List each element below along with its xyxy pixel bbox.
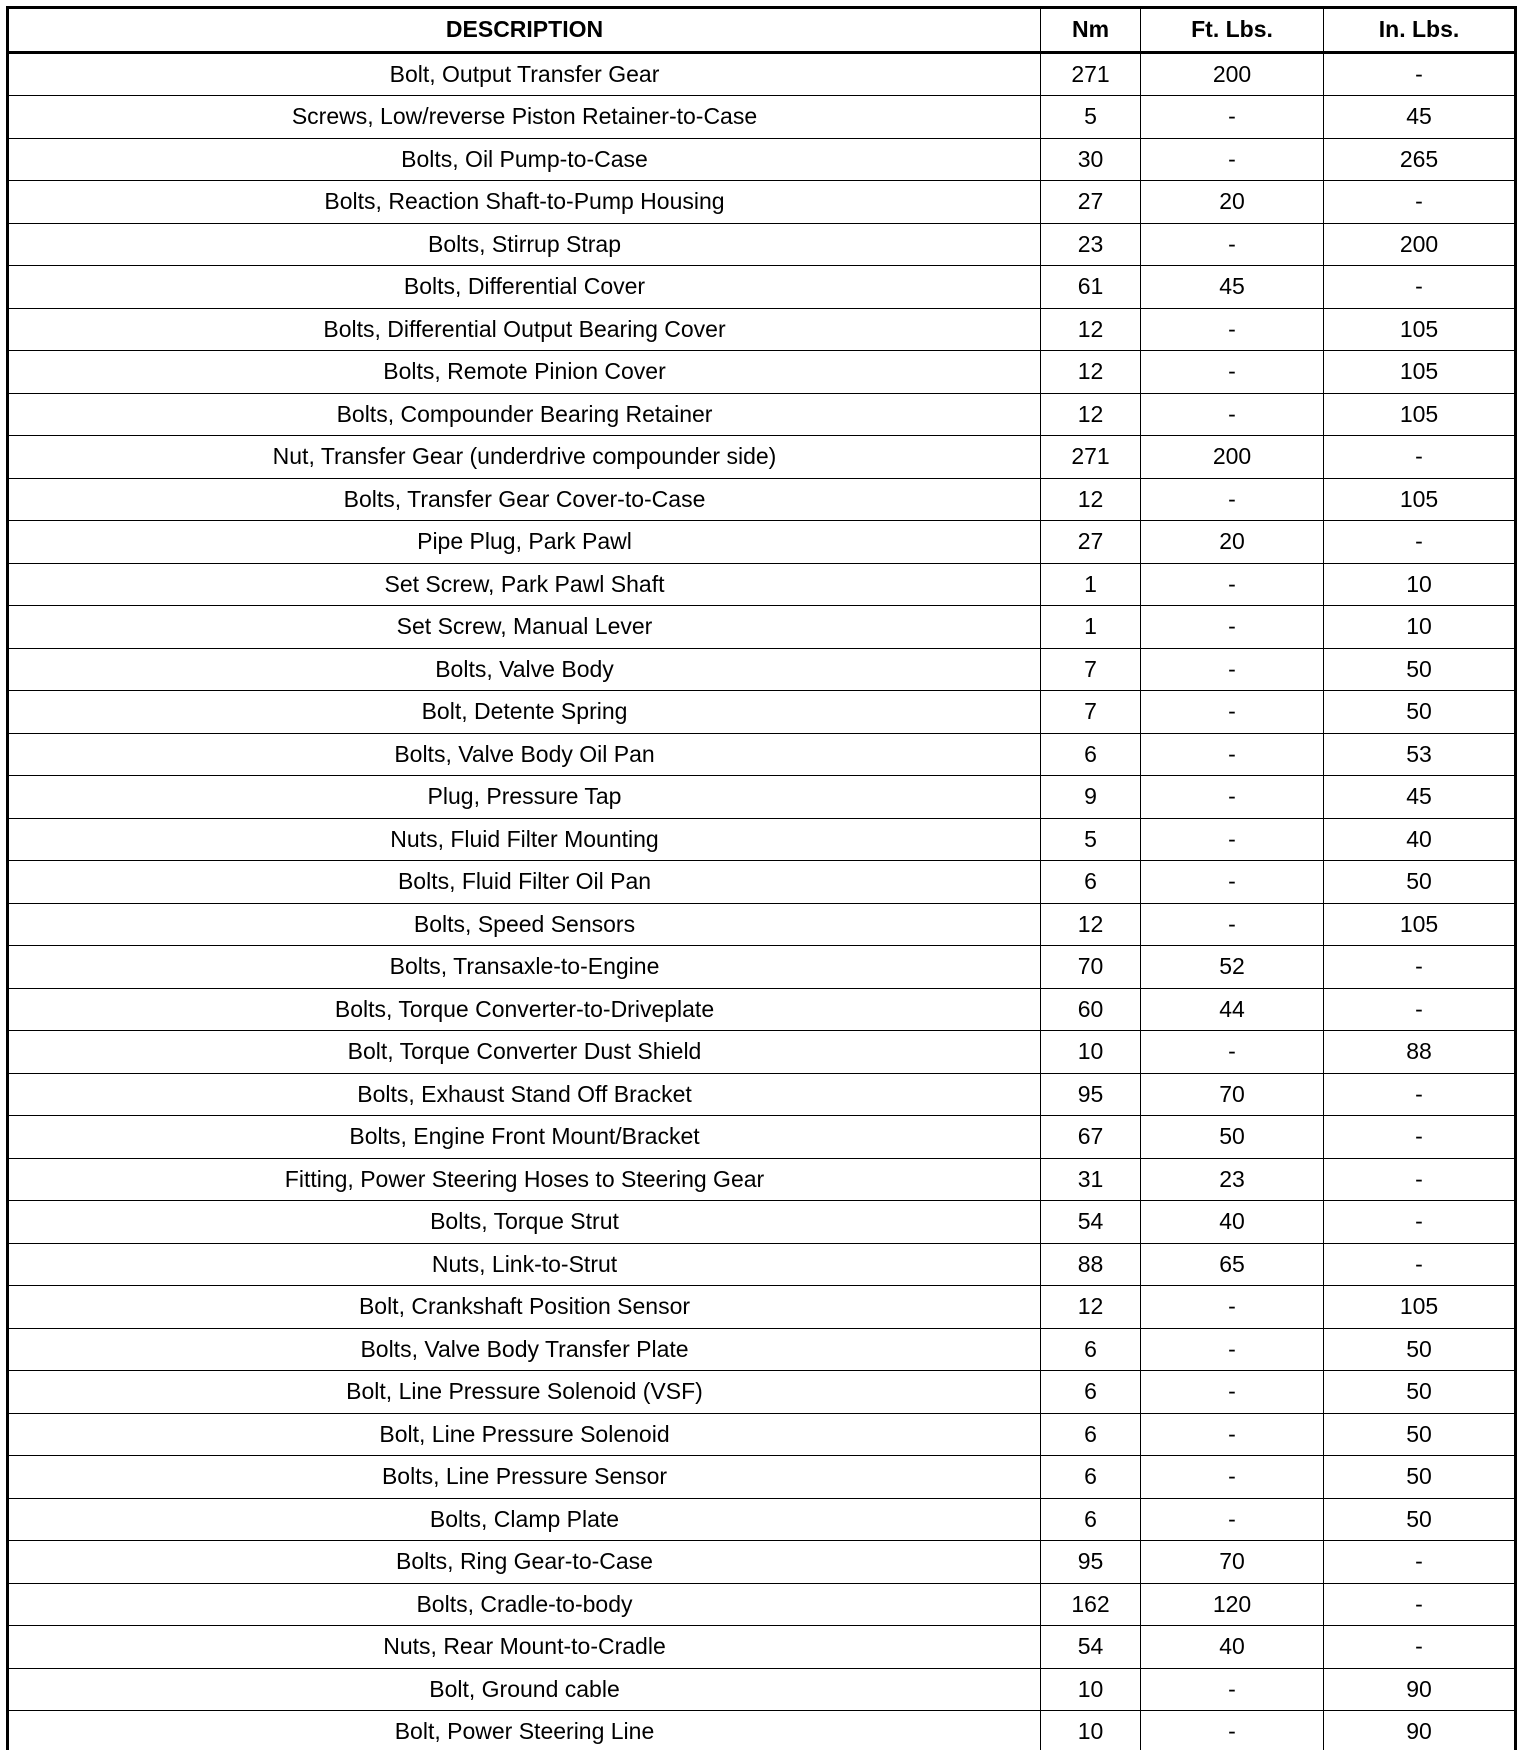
table-row <box>8 351 1516 394</box>
cell-nm: 271 <box>1041 52 1141 96</box>
cell-description: Set Screw, Manual Lever <box>8 606 1041 649</box>
cell-nm: 12 <box>1041 903 1141 946</box>
cell-in-lbs: 50 <box>1324 1498 1516 1541</box>
cell-nm: 10 <box>1041 1711 1141 1750</box>
cell-nm: 23 <box>1041 223 1141 266</box>
cell-description: Bolts, Valve Body Transfer Plate <box>8 1328 1041 1371</box>
table-row <box>8 1583 1516 1626</box>
cell-ft-lbs: 40 <box>1141 1626 1324 1669</box>
cell-in-lbs: - <box>1324 1201 1516 1244</box>
table-row <box>8 478 1516 521</box>
cell-ft-lbs: - <box>1141 1328 1324 1371</box>
table-row <box>8 1413 1516 1456</box>
cell-ft-lbs: - <box>1141 1031 1324 1074</box>
cell-description: Bolt, Crankshaft Position Sensor <box>8 1286 1041 1329</box>
cell-nm: 60 <box>1041 988 1141 1031</box>
cell-ft-lbs: - <box>1141 606 1324 649</box>
cell-in-lbs: 90 <box>1324 1668 1516 1711</box>
cell-nm: 5 <box>1041 818 1141 861</box>
cell-ft-lbs: - <box>1141 691 1324 734</box>
cell-description: Bolts, Oil Pump-to-Case <box>8 138 1041 181</box>
cell-description: Bolts, Transaxle-to-Engine <box>8 946 1041 989</box>
cell-description: Bolts, Ring Gear-to-Case <box>8 1541 1041 1584</box>
table-row <box>8 1031 1516 1074</box>
cell-description: Bolts, Compounder Bearing Retainer <box>8 393 1041 436</box>
cell-nm: 12 <box>1041 478 1141 521</box>
cell-in-lbs: 10 <box>1324 606 1516 649</box>
cell-in-lbs: 50 <box>1324 1328 1516 1371</box>
cell-in-lbs: - <box>1324 1243 1516 1286</box>
cell-nm: 7 <box>1041 691 1141 734</box>
cell-nm: 6 <box>1041 1371 1141 1414</box>
table-row <box>8 1668 1516 1711</box>
header-in-lbs: In. Lbs. <box>1324 8 1516 53</box>
cell-in-lbs: 50 <box>1324 861 1516 904</box>
cell-in-lbs: 105 <box>1324 308 1516 351</box>
cell-in-lbs: - <box>1324 1073 1516 1116</box>
cell-in-lbs: - <box>1324 1583 1516 1626</box>
cell-ft-lbs: 40 <box>1141 1201 1324 1244</box>
cell-ft-lbs: - <box>1141 861 1324 904</box>
cell-ft-lbs: 44 <box>1141 988 1324 1031</box>
cell-nm: 1 <box>1041 563 1141 606</box>
cell-description: Bolts, Exhaust Stand Off Bracket <box>8 1073 1041 1116</box>
cell-in-lbs: - <box>1324 1158 1516 1201</box>
cell-in-lbs: 88 <box>1324 1031 1516 1074</box>
cell-ft-lbs: - <box>1141 563 1324 606</box>
cell-in-lbs: - <box>1324 436 1516 479</box>
table-row <box>8 393 1516 436</box>
table-row <box>8 1456 1516 1499</box>
cell-ft-lbs: - <box>1141 818 1324 861</box>
cell-ft-lbs: 200 <box>1141 52 1324 96</box>
cell-in-lbs: - <box>1324 946 1516 989</box>
table-row <box>8 946 1516 989</box>
cell-nm: 54 <box>1041 1626 1141 1669</box>
cell-description: Bolt, Ground cable <box>8 1668 1041 1711</box>
cell-in-lbs: 105 <box>1324 903 1516 946</box>
table-row <box>8 776 1516 819</box>
cell-nm: 12 <box>1041 351 1141 394</box>
cell-ft-lbs: - <box>1141 776 1324 819</box>
cell-nm: 27 <box>1041 521 1141 564</box>
table-row <box>8 181 1516 224</box>
cell-ft-lbs: - <box>1141 96 1324 139</box>
header-description: DESCRIPTION <box>8 8 1041 53</box>
table-row <box>8 818 1516 861</box>
cell-in-lbs: - <box>1324 266 1516 309</box>
cell-in-lbs: 200 <box>1324 223 1516 266</box>
header-row <box>8 8 1516 53</box>
cell-description: Bolts, Differential Cover <box>8 266 1041 309</box>
cell-nm: 10 <box>1041 1668 1141 1711</box>
cell-nm: 10 <box>1041 1031 1141 1074</box>
cell-description: Bolt, Line Pressure Solenoid <box>8 1413 1041 1456</box>
cell-description: Set Screw, Park Pawl Shaft <box>8 563 1041 606</box>
table-row <box>8 266 1516 309</box>
cell-in-lbs: 45 <box>1324 776 1516 819</box>
cell-ft-lbs: - <box>1141 1498 1324 1541</box>
cell-nm: 9 <box>1041 776 1141 819</box>
cell-description: Bolt, Line Pressure Solenoid (VSF) <box>8 1371 1041 1414</box>
cell-description: Nuts, Link-to-Strut <box>8 1243 1041 1286</box>
table-row <box>8 1371 1516 1414</box>
cell-nm: 70 <box>1041 946 1141 989</box>
cell-nm: 61 <box>1041 266 1141 309</box>
cell-nm: 30 <box>1041 138 1141 181</box>
table-row <box>8 988 1516 1031</box>
table-row <box>8 648 1516 691</box>
cell-ft-lbs: 50 <box>1141 1116 1324 1159</box>
cell-nm: 31 <box>1041 1158 1141 1201</box>
cell-ft-lbs: - <box>1141 223 1324 266</box>
cell-description: Screws, Low/reverse Piston Retainer-to-Case <box>8 96 1041 139</box>
cell-nm: 1 <box>1041 606 1141 649</box>
cell-description: Bolts, Line Pressure Sensor <box>8 1456 1041 1499</box>
cell-in-lbs: 90 <box>1324 1711 1516 1750</box>
cell-ft-lbs: - <box>1141 1286 1324 1329</box>
cell-description: Bolts, Clamp Plate <box>8 1498 1041 1541</box>
cell-nm: 6 <box>1041 1498 1141 1541</box>
table-row <box>8 691 1516 734</box>
table-row <box>8 1073 1516 1116</box>
cell-in-lbs: - <box>1324 988 1516 1031</box>
table-row <box>8 52 1516 96</box>
cell-in-lbs: 50 <box>1324 648 1516 691</box>
cell-ft-lbs: - <box>1141 478 1324 521</box>
cell-ft-lbs: 20 <box>1141 181 1324 224</box>
cell-ft-lbs: - <box>1141 903 1324 946</box>
table-row <box>8 521 1516 564</box>
cell-description: Bolts, Stirrup Strap <box>8 223 1041 266</box>
cell-in-lbs: 50 <box>1324 1456 1516 1499</box>
cell-nm: 12 <box>1041 393 1141 436</box>
cell-ft-lbs: 200 <box>1141 436 1324 479</box>
cell-nm: 6 <box>1041 1413 1141 1456</box>
table-row <box>8 436 1516 479</box>
cell-in-lbs: 105 <box>1324 478 1516 521</box>
cell-ft-lbs: - <box>1141 1668 1324 1711</box>
table-row <box>8 1286 1516 1329</box>
cell-nm: 27 <box>1041 181 1141 224</box>
cell-nm: 88 <box>1041 1243 1141 1286</box>
cell-description: Fitting, Power Steering Hoses to Steering Gear <box>8 1158 1041 1201</box>
cell-in-lbs: 105 <box>1324 1286 1516 1329</box>
cell-nm: 54 <box>1041 1201 1141 1244</box>
table-row <box>8 223 1516 266</box>
cell-in-lbs: - <box>1324 521 1516 564</box>
cell-in-lbs: 10 <box>1324 563 1516 606</box>
cell-nm: 95 <box>1041 1073 1141 1116</box>
cell-description: Bolts, Transfer Gear Cover-to-Case <box>8 478 1041 521</box>
cell-in-lbs: 50 <box>1324 1413 1516 1456</box>
table-row <box>8 563 1516 606</box>
cell-ft-lbs: - <box>1141 1371 1324 1414</box>
cell-ft-lbs: 120 <box>1141 1583 1324 1626</box>
cell-nm: 6 <box>1041 733 1141 776</box>
torque-spec-table <box>6 6 1517 1750</box>
cell-description: Bolts, Cradle-to-body <box>8 1583 1041 1626</box>
table-row <box>8 1626 1516 1669</box>
cell-nm: 67 <box>1041 1116 1141 1159</box>
cell-in-lbs: 50 <box>1324 1371 1516 1414</box>
cell-in-lbs: 40 <box>1324 818 1516 861</box>
cell-description: Bolts, Speed Sensors <box>8 903 1041 946</box>
cell-description: Bolts, Engine Front Mount/Bracket <box>8 1116 1041 1159</box>
cell-in-lbs: 53 <box>1324 733 1516 776</box>
cell-nm: 7 <box>1041 648 1141 691</box>
cell-ft-lbs: 65 <box>1141 1243 1324 1286</box>
cell-ft-lbs: 70 <box>1141 1541 1324 1584</box>
cell-description: Bolts, Valve Body <box>8 648 1041 691</box>
cell-nm: 12 <box>1041 308 1141 351</box>
cell-in-lbs: - <box>1324 181 1516 224</box>
cell-nm: 5 <box>1041 96 1141 139</box>
cell-description: Bolts, Differential Output Bearing Cover <box>8 308 1041 351</box>
cell-in-lbs: - <box>1324 52 1516 96</box>
table-row <box>8 1541 1516 1584</box>
cell-ft-lbs: 52 <box>1141 946 1324 989</box>
cell-ft-lbs: - <box>1141 1711 1324 1750</box>
cell-ft-lbs: 70 <box>1141 1073 1324 1116</box>
table-row <box>8 138 1516 181</box>
cell-nm: 95 <box>1041 1541 1141 1584</box>
table-row <box>8 1158 1516 1201</box>
table-row <box>8 1201 1516 1244</box>
cell-ft-lbs: - <box>1141 393 1324 436</box>
cell-description: Bolt, Power Steering Line <box>8 1711 1041 1750</box>
table-row <box>8 1328 1516 1371</box>
cell-in-lbs: 50 <box>1324 691 1516 734</box>
cell-nm: 162 <box>1041 1583 1141 1626</box>
cell-ft-lbs: 23 <box>1141 1158 1324 1201</box>
header-nm: Nm <box>1041 8 1141 53</box>
cell-description: Bolt, Torque Converter Dust Shield <box>8 1031 1041 1074</box>
cell-description: Bolts, Valve Body Oil Pan <box>8 733 1041 776</box>
cell-nm: 271 <box>1041 436 1141 479</box>
cell-ft-lbs: - <box>1141 648 1324 691</box>
cell-in-lbs: - <box>1324 1116 1516 1159</box>
cell-description: Bolts, Fluid Filter Oil Pan <box>8 861 1041 904</box>
cell-description: Pipe Plug, Park Pawl <box>8 521 1041 564</box>
cell-nm: 12 <box>1041 1286 1141 1329</box>
cell-description: Nuts, Rear Mount-to-Cradle <box>8 1626 1041 1669</box>
cell-ft-lbs: - <box>1141 1413 1324 1456</box>
cell-in-lbs: 105 <box>1324 351 1516 394</box>
cell-ft-lbs: - <box>1141 1456 1324 1499</box>
table-row <box>8 96 1516 139</box>
cell-description: Bolts, Torque Converter-to-Driveplate <box>8 988 1041 1031</box>
cell-description: Nut, Transfer Gear (underdrive compounder side) <box>8 436 1041 479</box>
cell-ft-lbs: - <box>1141 351 1324 394</box>
table-row <box>8 1243 1516 1286</box>
cell-in-lbs: 105 <box>1324 393 1516 436</box>
cell-in-lbs: - <box>1324 1541 1516 1584</box>
table-row <box>8 1498 1516 1541</box>
table-row <box>8 1711 1516 1750</box>
cell-description: Bolt, Output Transfer Gear <box>8 52 1041 96</box>
table-header <box>8 8 1516 53</box>
cell-in-lbs: - <box>1324 1626 1516 1669</box>
cell-in-lbs: 45 <box>1324 96 1516 139</box>
cell-description: Nuts, Fluid Filter Mounting <box>8 818 1041 861</box>
cell-ft-lbs: - <box>1141 138 1324 181</box>
table-row <box>8 1116 1516 1159</box>
cell-description: Bolts, Remote Pinion Cover <box>8 351 1041 394</box>
table-row <box>8 606 1516 649</box>
cell-ft-lbs: - <box>1141 733 1324 776</box>
cell-description: Bolts, Torque Strut <box>8 1201 1041 1244</box>
cell-description: Bolt, Detente Spring <box>8 691 1041 734</box>
cell-nm: 6 <box>1041 1456 1141 1499</box>
table-body <box>8 52 1516 1750</box>
cell-ft-lbs: 20 <box>1141 521 1324 564</box>
header-ft-lbs: Ft. Lbs. <box>1141 8 1324 53</box>
cell-nm: 6 <box>1041 1328 1141 1371</box>
cell-description: Plug, Pressure Tap <box>8 776 1041 819</box>
table-row <box>8 308 1516 351</box>
table-row <box>8 903 1516 946</box>
cell-nm: 6 <box>1041 861 1141 904</box>
cell-ft-lbs: 45 <box>1141 266 1324 309</box>
cell-ft-lbs: - <box>1141 308 1324 351</box>
table-row <box>8 733 1516 776</box>
cell-description: Bolts, Reaction Shaft-to-Pump Housing <box>8 181 1041 224</box>
table-row <box>8 861 1516 904</box>
cell-in-lbs: 265 <box>1324 138 1516 181</box>
